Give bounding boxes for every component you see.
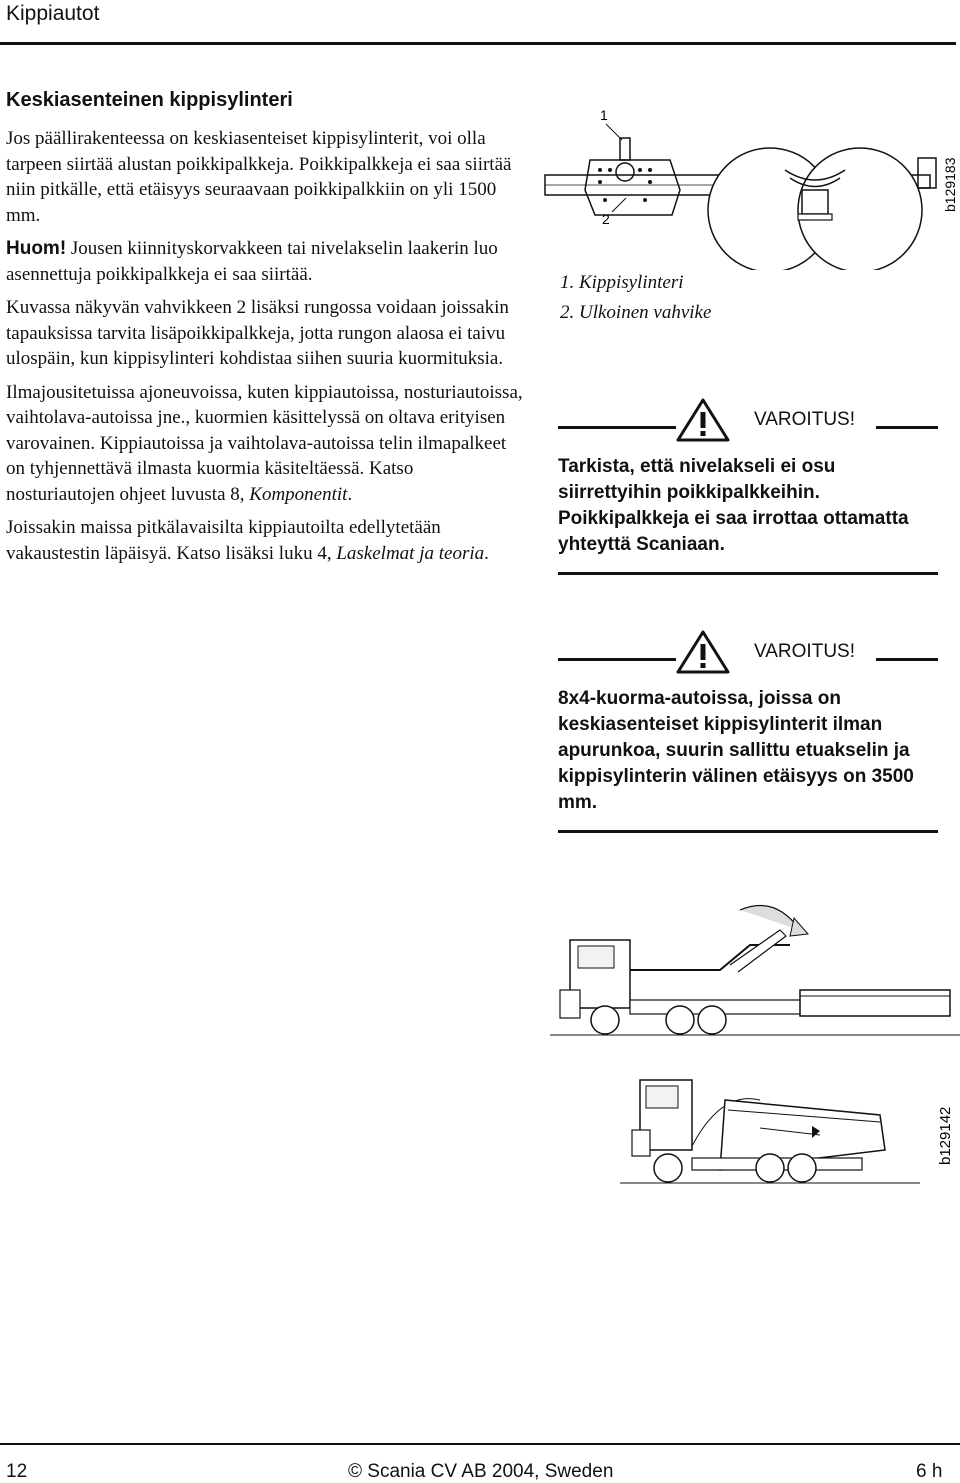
warning-text: 8x4-kuorma-autoissa, joissa on keskiasenteiset kippisylinterit ilman apurunkoa, suurin sallittu etuakselin ja kippisylinterin välinen etäisyys on 3500 mm. xyxy=(558,688,914,813)
warning-line-right xyxy=(876,658,938,661)
paragraph-3-text: Ilmajousitetuissa ajoneuvoissa, kuten kippiautoissa, nosturiautoissa, vaihtolava-autoissa jne., kuormien käsittelyssä on oltava erityisen varovainen. Kippiautoissa ja vaihtolava-autoissa telin ilmapalkeet on tyhjennettävä ilmasta kuormia käsiteltäessä. Katso nosturiautojen ohjeet luvusta 8, xyxy=(6,381,523,505)
footer-edition: 6 h xyxy=(916,1461,943,1482)
note-label: Huom! xyxy=(6,238,67,259)
truck-illustrations-figure xyxy=(550,900,960,1300)
paragraph-2: Kuvassa näkyvän vahvikkeen 2 lisäksi rungossa voidaan joissakin tapauksissa tarvita lisäpoikkipalkkeja, jotta rungon alaosa ei taivu ulospäin, kun kippisylinteri kohdistaa siihen suuria kuormituksia. xyxy=(6,297,509,369)
tipper-truck-illustration xyxy=(620,1080,920,1183)
warning-line-left xyxy=(558,658,676,661)
footer-copyright: © Scania CV AB 2004, Sweden xyxy=(348,1461,614,1482)
warning-bottom-rule xyxy=(558,572,938,575)
hooklift-truck-illustration xyxy=(550,906,960,1036)
paragraph-4 xyxy=(6,515,526,566)
warning-triangle-icon xyxy=(676,630,730,674)
warning-box-1 xyxy=(558,398,938,575)
main-text-column xyxy=(6,86,526,574)
paragraph-3 xyxy=(6,380,526,508)
paragraph-3-reference: Komponentit xyxy=(249,483,348,505)
paragraph-4-text: Joissakin maissa pitkälavaisilta kippiautoilta edellytetään vakaustestin läpäisyä. Katso lisäksi luku 4, xyxy=(6,517,441,564)
warning-bottom-rule xyxy=(558,830,938,833)
page-header-title: Kippiautot xyxy=(6,2,100,25)
warning-box-2 xyxy=(558,630,938,833)
caption-1: 1. Kippisylinteri xyxy=(560,272,684,293)
section-title: Keskiasenteinen kippisylinteri xyxy=(6,89,293,111)
warning-title: VAROITUS! xyxy=(754,641,855,662)
warning-line-left xyxy=(558,426,676,429)
note-text: Jousen kiinnityskorvakkeen tai nivelakselin laakerin luo asennettuja poikkipalkkeja ei saa siirtää. xyxy=(6,238,498,285)
paragraph-4-reference: Laskelmat ja teoria xyxy=(336,542,485,564)
chassis-cylinder-figure xyxy=(540,100,960,270)
paragraph-4-end: . xyxy=(484,542,489,564)
warning-header xyxy=(558,630,938,674)
paragraph-1: Jos päällirakenteessa on keskiasenteiset kippisylinterit, voi olla tarpeen siirtää alustan poikkipalkkeja. Poikkipalkkeja ei saa siirtää niin pitkälle, että etäisyys seuraavaan poikkipalkkiin on yli 1500 mm. xyxy=(6,128,512,226)
warning-title: VAROITUS! xyxy=(754,409,855,430)
warning-line-right xyxy=(876,426,938,429)
figure-label-2: 2 xyxy=(602,211,610,227)
paragraph-3-end: . xyxy=(347,483,353,505)
figure-label-1: 1 xyxy=(600,107,608,123)
figure-code: b129183 xyxy=(942,157,958,212)
warning-triangle-icon xyxy=(676,398,730,442)
footer-page-number: 12 xyxy=(6,1461,28,1482)
warning-header xyxy=(558,398,938,442)
figure-code: b129142 xyxy=(937,1106,954,1165)
note-paragraph xyxy=(6,236,526,287)
caption-2: 2. Ulkoinen vahvike xyxy=(560,302,712,323)
footer-rule xyxy=(0,1443,960,1445)
header-rule xyxy=(0,42,956,45)
warning-text: Tarkista, että nivelakseli ei osu siirrettyihin poikkipalkkeihin. Poikkipalkkeja ei saa irrottaa ottamatta yhteyttä Scaniaan. xyxy=(558,456,909,555)
